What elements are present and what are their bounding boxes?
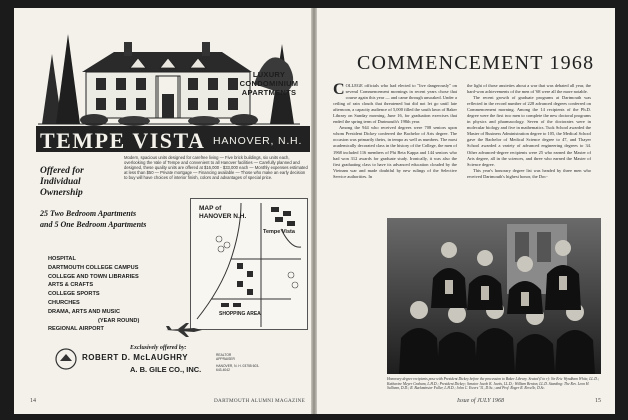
amenity-item: COLLEGE AND TOWN LIBRARIES: [48, 273, 139, 280]
paragraph-text: OLLEGE officials who had elected to "live dangerously" on several Commencement mornings in recent years chose that course again this year — and came through unsoaked. Under a ceiling of rain clouds that threatened but did not let go until late afternoon, a capacity audience of 5,000 filled the south lawn of Baker Library on Sunday morning, June 16, for graduation exercises that ended the spring term of Dartmouth's 198th year.: [333, 83, 457, 125]
map-label-shopping: SHOPPING AREA: [219, 311, 261, 317]
article-column-1: [333, 83, 457, 180]
amenity-item: ARTS & CRAFTS: [48, 282, 94, 289]
folio-issue: Issue of JULY 1968: [457, 398, 505, 404]
units-line-one-bedroom: 5 One Bedroom Apartments: [54, 220, 147, 229]
brand-city: HANOVER, N.H.: [213, 135, 303, 147]
amenity-item: (YEAR ROUND): [98, 317, 140, 324]
drop-cap: C: [333, 81, 345, 98]
units-line-two-bedroom: 25 Two Bedroom Apartments: [40, 209, 137, 218]
amenity-item: DRAMA, ARTS AND MUSIC: [48, 308, 120, 315]
offered-text: Offered for Individual Ownership: [40, 166, 84, 198]
agency-name: A. B. GILE CO., INC.: [130, 365, 202, 374]
folio-number-left: 14: [30, 398, 36, 404]
map-title: MAP of HANOVER N.H.: [199, 205, 247, 220]
article-column-2: [467, 83, 591, 180]
realtor-name: ROBERT D. McLAUGHRY: [82, 353, 189, 362]
article-title: COMMENCEMENT 1968: [357, 52, 595, 74]
left-page: [14, 8, 311, 414]
right-page: [317, 8, 615, 414]
article-paragraph: Among the 944 who received degrees were 708 seniors upon whom President Dickey conferred the Bachelor of Arts degree. The occasion was primarily theirs, in tempo as well as numbers. The most academically decorated class in the history of the College, the men of 1968 included 116 members of Phi Beta Kappa and 144 seniors who had won 312 awards for graduate study. Ironically, it was also the first graduating class to have its advanced education clouded by the Vietnam war and made doubtful by new rulings of the Selective Service authorities. In: [333, 125, 457, 179]
amenity-item: HOSPITAL: [48, 256, 76, 262]
units-line-and: and: [40, 220, 53, 229]
article-paragraph: the light of those anxieties about a war that was debated all year, the hard-won achievements of the men of '68 were all the more notable.: [467, 83, 591, 95]
folio-magazine: DARTMOUTH ALUMNI MAGAZINE: [214, 398, 306, 404]
brand-name: TEMPE VISTA: [40, 128, 206, 153]
group-photo-image: [387, 218, 601, 374]
article-paragraph: This year's honorary degree list was headed by three men who received Dartmouth's highest honor, the Doc-: [467, 167, 591, 179]
article-paragraph: The recent growth of graduate programs at Dartmouth was reflected in the record number of 228 advanced degrees conferred on Commencement morning. Among the 14 recipients of the Ph.D. degree were the first two men to complete the new doctoral programs in physics and pharmacology. Seven of the doctorates were in molecular biology and five in mathematics. Tuck School awarded the Master of Business Administration degree to 105, the Medical School gave the Bachelor of Medical Science degree to 47, and Thayer School awarded a variety of advanced engineering degrees to 34. Other advanced-degree recipients were 25 who earned the Master of Arts degree, all in the sciences, and three who earned the Master of Science degree.: [467, 95, 591, 167]
photo-caption: Honorary degree recipients pose with President Dickey before the procession to Baker Library. Seated (l to r): Sir Eric Wyndham White, LL.D.; Katharine Meyer Graham, L.H.D.; President Dickey; Senator Jacob K. Javits, LL.D.; William Benton, LL.D. Standing: The Rev. Leon H. Sullivan, D.D.; R. Buckminster Fuller, L.H.D.; John C. Ewers '31, D.Sc.; and Prof. Roger R. Revelle, D.Sc.: [387, 377, 600, 390]
ad-blurb: Modern, spacious units designed for carefree living — Five brick buildings, six units each, overlooking the Vale of Tempe and convenient to all Hanover facilities — Carefully planned and designed, these quality units are offered at $16,000 - $33,000 each — Monthly expenses estimated at less than $50 — Private mortgage — Financing available — Those who make an early decision to buy will have choices of interior finish, colors and advantages of special price.: [124, 155, 308, 181]
article-paragraph: [333, 83, 457, 125]
realtor-note: REALTOR APPRAISER: [216, 353, 235, 361]
ad-tagline: LUXURY CONDOMINIUM APARTMENTS: [239, 70, 299, 97]
group-photo: [387, 218, 601, 374]
amenity-item: REGIONAL AIRPORT: [48, 326, 104, 333]
amenity-item: COLLEGE SPORTS: [48, 291, 100, 298]
unit-types: [40, 208, 180, 230]
hanover-map: [190, 198, 308, 330]
exclusive-text: Exclusively offered by:: [130, 345, 187, 351]
realtor-logo-icon: [54, 348, 78, 370]
folio-number-right: 15: [595, 398, 601, 404]
agency-address: HANOVER, N. H. 03755 603-643-4042: [216, 364, 260, 372]
amenity-item: CHURCHES: [48, 299, 80, 306]
airplane-icon: [164, 322, 204, 338]
map-label-tempe: Tempe Vista: [263, 229, 295, 235]
amenity-item: DARTMOUTH COLLEGE CAMPUS: [48, 264, 139, 271]
